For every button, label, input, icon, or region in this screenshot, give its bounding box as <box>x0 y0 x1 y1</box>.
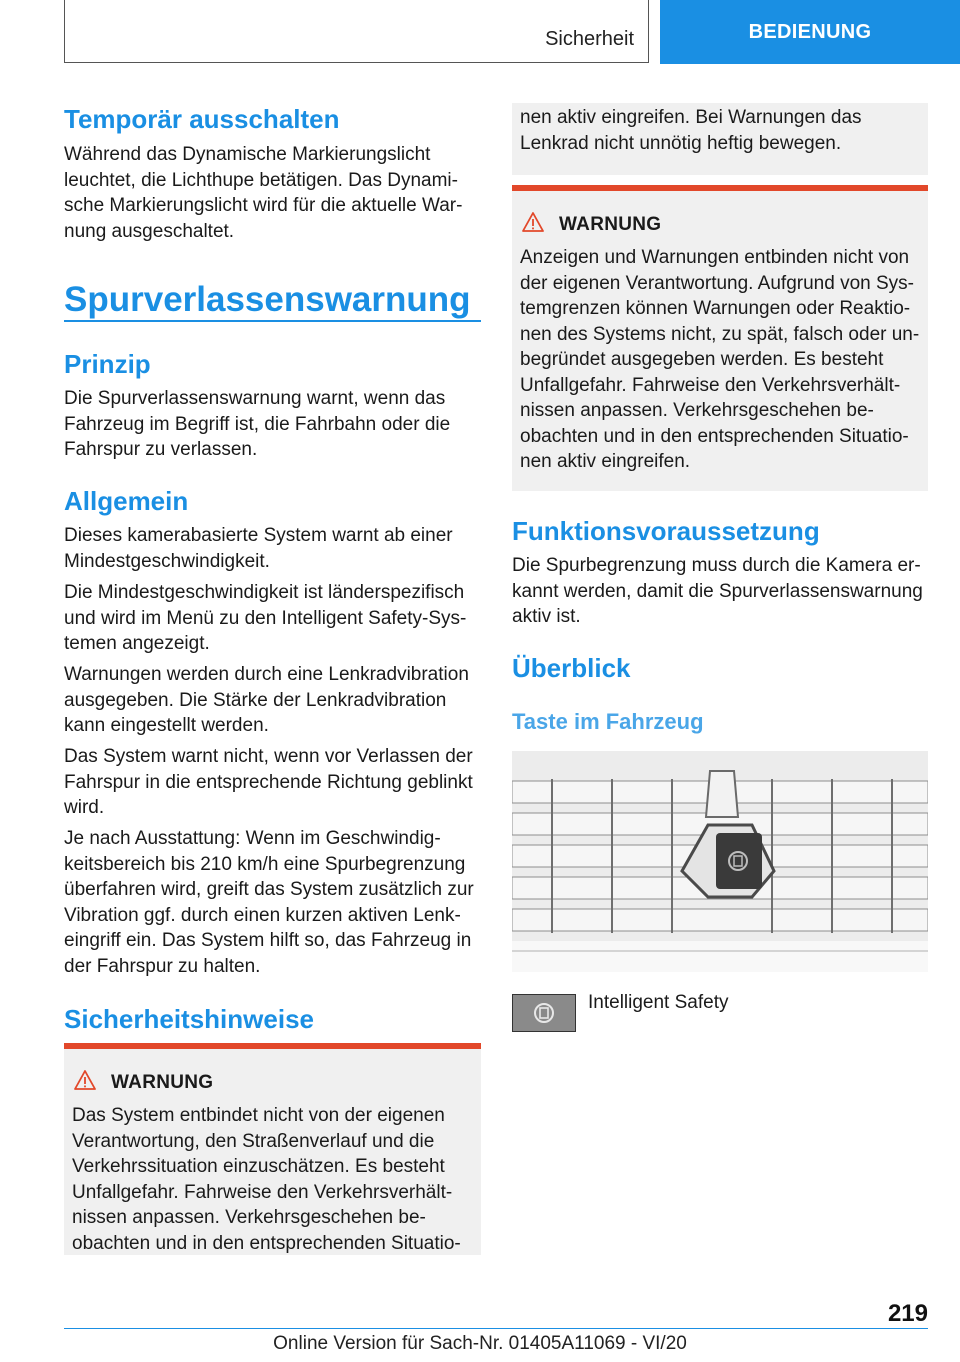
paragraph-funktionsvoraussetzung: Die Spurbegrenzung muss durch die Kamera er- kannt werden, damit die Spurverlassenswarnung aktiv ist. <box>512 555 923 627</box>
heading-temporaer-ausschalten: Temporär ausschalten <box>64 104 340 134</box>
paragraph-allgemein-1: Dieses kamerabasierte System warnt ab einer Mindestgeschwindigkeit. <box>64 525 453 572</box>
header-section-title: Sicherheit <box>545 28 634 50</box>
vehicle-button-photo <box>512 751 928 972</box>
paragraph-temporaer: Während das Dynamische Markierungslicht leuchtet, die Lichthupe betätigen. Das Dynami- sche Markierungslicht wird für die aktuelle War- nung ausgeschaltet. <box>64 144 463 242</box>
heading-allgemein: Allgemein <box>64 486 189 516</box>
footer-version-text: Online Version für Sach-Nr. 01405A11069 - VI/20 <box>273 1333 687 1354</box>
heading-prinzip: Prinzip <box>64 349 151 379</box>
warning-title: WARNUNG <box>111 1072 214 1093</box>
paragraph-allgemein-2: Die Mindestgeschwindigkeit ist länderspezifisch und wird im Menü zu den Intelligent Safety-Sys- temen angezeigt. <box>64 582 467 654</box>
warning-text-right: Anzeigen und Warnungen entbinden nicht von der eigenen Verantwortung. Aufgrund von Sys- temgrenzen können Warnungen oder Reaktio- nen des Systems nicht, zu spät, falsch oder un- begründet ausgegeben werden. Es besteht Unfallgefahr. Fahrweise den Verkehrsverhält- nissen anpassen. Verkehrsgeschehen be- obachten und in den entsprechenden Situatio- nen aktiv eingreifen. <box>520 247 920 472</box>
warning-bar <box>64 1043 481 1049</box>
heading-spurverlassenswarnung: Spurverlassenswarnung <box>64 280 471 319</box>
page-number: 219 <box>887 1300 928 1327</box>
paragraph-allgemein-5: Je nach Ausstattung: Wenn im Geschwindig- keitsbereich bis 210 km/h eine Spurbegrenzung überfahren wird, greift das System zusätzlich zur Vibration ggf. durch einen kurzen aktiven Lenk- eingriff ein. Das System hilft so, das Fahrzeug in der Fahrspur zu halten. <box>64 828 474 977</box>
heading-taste-im-fahrzeug: Taste im Fahrzeug <box>512 709 704 734</box>
warning-bar <box>512 185 928 191</box>
footer-rule <box>64 1328 928 1329</box>
paragraph-allgemein-3: Warnungen werden durch eine Lenkradvibration ausgegeben. Die Stärke der Lenkradvibration kann eingestellt werden. <box>64 664 469 736</box>
warning-text-continued: nen aktiv eingreifen. Bei Warnungen das Lenkrad nicht unnötig heftig bewegen. <box>520 107 862 154</box>
header-chapter-tab[interactable]: BEDIENUNG <box>660 0 960 64</box>
warning-triangle-icon <box>522 212 544 232</box>
intelligent-safety-button-icon <box>512 994 576 1032</box>
heading-underline <box>64 320 481 322</box>
warning-title: WARNUNG <box>559 214 662 235</box>
paragraph-allgemein-4: Das System warnt nicht, wenn vor Verlassen der Fahrspur in die entsprechende Richtung geblinkt wird. <box>64 746 473 818</box>
heading-funktionsvoraussetzung: Funktionsvoraussetzung <box>512 516 820 546</box>
warning-text-left: Das System entbindet nicht von der eigenen Verantwortung, den Straßenverlauf und die Verkehrssituation einzuschätzen. Es besteht Unfallgefahr. Fahrweise den Verkehrsverhält- nissen anpassen. Verkehrsgeschehen be- obachten und in den entsprechenden Situatio- <box>72 1105 461 1254</box>
paragraph-prinzip: Die Spurverlassenswarnung warnt, wenn das Fahrzeug im Begriff ist, die Fahrbahn oder die Fahrspur zu verlassen. <box>64 388 451 460</box>
heading-sicherheitshinweise: Sicherheitshinweise <box>64 1004 314 1034</box>
warning-triangle-icon <box>74 1070 96 1090</box>
heading-ueberblick: Überblick <box>512 653 631 683</box>
legend-label: Intelligent Safety <box>588 992 729 1013</box>
